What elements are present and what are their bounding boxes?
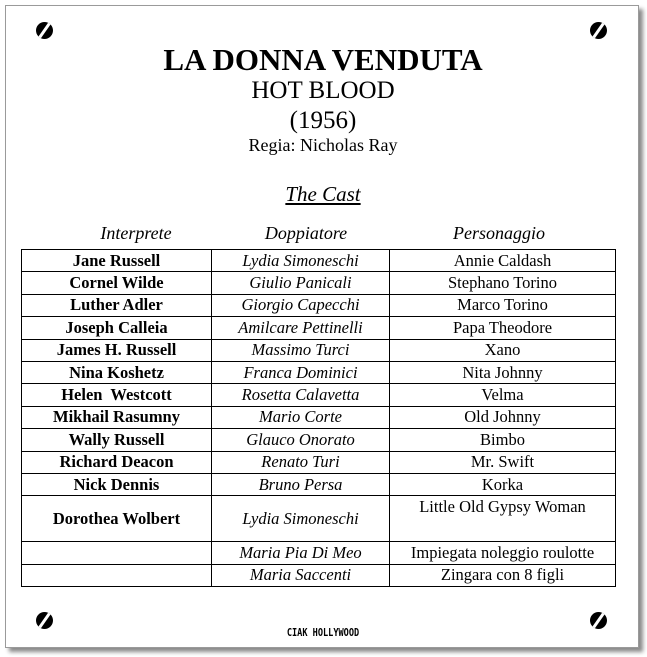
actor-cell: [22, 542, 212, 564]
table-row: [22, 496, 616, 542]
dubber-cell: Giulio Panicali: [212, 272, 390, 294]
cast-table: [21, 249, 616, 587]
dubber-cell: Massimo Turci: [212, 339, 390, 361]
table-row: [22, 272, 616, 294]
role-cell: Bimbo: [390, 429, 616, 451]
table-row: [22, 339, 616, 361]
actor-cell: Joseph Calleia: [22, 317, 212, 339]
cast-plaque: [5, 5, 639, 648]
column-header-doppiatore: Doppiatore: [264, 223, 348, 243]
release-year: (1956): [289, 107, 357, 134]
ciak-hollywood-logo: CIAK HOLLYWOOD: [286, 626, 360, 639]
screw-icon: [590, 612, 607, 629]
film-title: LA DONNA VENDUTA: [163, 42, 483, 77]
dubber-cell: Lydia Simoneschi: [212, 496, 390, 542]
dubber-cell: Renato Turi: [212, 451, 390, 473]
role-cell: Zingara con 8 figli: [390, 564, 616, 586]
table-row: [22, 294, 616, 316]
role-cell: Marco Torino: [390, 294, 616, 316]
role-cell: Little Old Gypsy Woman: [390, 496, 616, 542]
actor-cell: Cornel Wilde: [22, 272, 212, 294]
actor-cell: [22, 564, 212, 586]
role-cell: Nita Johnny: [390, 361, 616, 383]
table-row: [22, 451, 616, 473]
dubber-cell: Glauco Onorato: [212, 429, 390, 451]
actor-cell: James H. Russell: [22, 339, 212, 361]
role-cell: Impiegata noleggio roulotte: [390, 542, 616, 564]
director-credit: Regia: Nicholas Ray: [248, 135, 398, 155]
column-header-interprete: Interprete: [100, 223, 172, 243]
role-cell: Old Johnny: [390, 406, 616, 428]
column-header-personaggio: Personaggio: [453, 223, 545, 243]
dubber-cell: Franca Dominici: [212, 361, 390, 383]
table-row: [22, 473, 616, 495]
cast-heading: The Cast: [285, 182, 361, 206]
dubber-cell: Rosetta Calavetta: [212, 384, 390, 406]
actor-cell: Mikhail Rasumny: [22, 406, 212, 428]
role-cell: Annie Caldash: [390, 250, 616, 272]
dubber-cell: Giorgio Capecchi: [212, 294, 390, 316]
original-title: HOT BLOOD: [251, 77, 395, 104]
actor-cell: Luther Adler: [22, 294, 212, 316]
table-row: [22, 542, 616, 564]
dubber-cell: Maria Pia Di Meo: [212, 542, 390, 564]
screw-icon: [36, 612, 53, 629]
actor-cell: Nick Dennis: [22, 473, 212, 495]
dubber-cell: Lydia Simoneschi: [212, 250, 390, 272]
table-row: [22, 250, 616, 272]
table-row: [22, 317, 616, 339]
dubber-cell: Maria Saccenti: [212, 564, 390, 586]
role-cell: Papa Theodore: [390, 317, 616, 339]
actor-cell: Dorothea Wolbert: [22, 496, 212, 542]
dubber-cell: Bruno Persa: [212, 473, 390, 495]
actor-cell: Richard Deacon: [22, 451, 212, 473]
actor-cell: Nina Koshetz: [22, 361, 212, 383]
role-cell: Stephano Torino: [390, 272, 616, 294]
role-cell: Xano: [390, 339, 616, 361]
table-row: [22, 429, 616, 451]
role-cell: Mr. Swift: [390, 451, 616, 473]
actor-cell: Jane Russell: [22, 250, 212, 272]
actor-cell: Helen Westcott: [22, 384, 212, 406]
role-cell: Velma: [390, 384, 616, 406]
table-row: [22, 406, 616, 428]
table-row: [22, 384, 616, 406]
screw-icon: [36, 22, 53, 39]
role-cell: Korka: [390, 473, 616, 495]
table-row: [22, 564, 616, 586]
actor-cell: Wally Russell: [22, 429, 212, 451]
dubber-cell: Mario Corte: [212, 406, 390, 428]
screw-icon: [590, 22, 607, 39]
dubber-cell: Amilcare Pettinelli: [212, 317, 390, 339]
table-row: [22, 361, 616, 383]
